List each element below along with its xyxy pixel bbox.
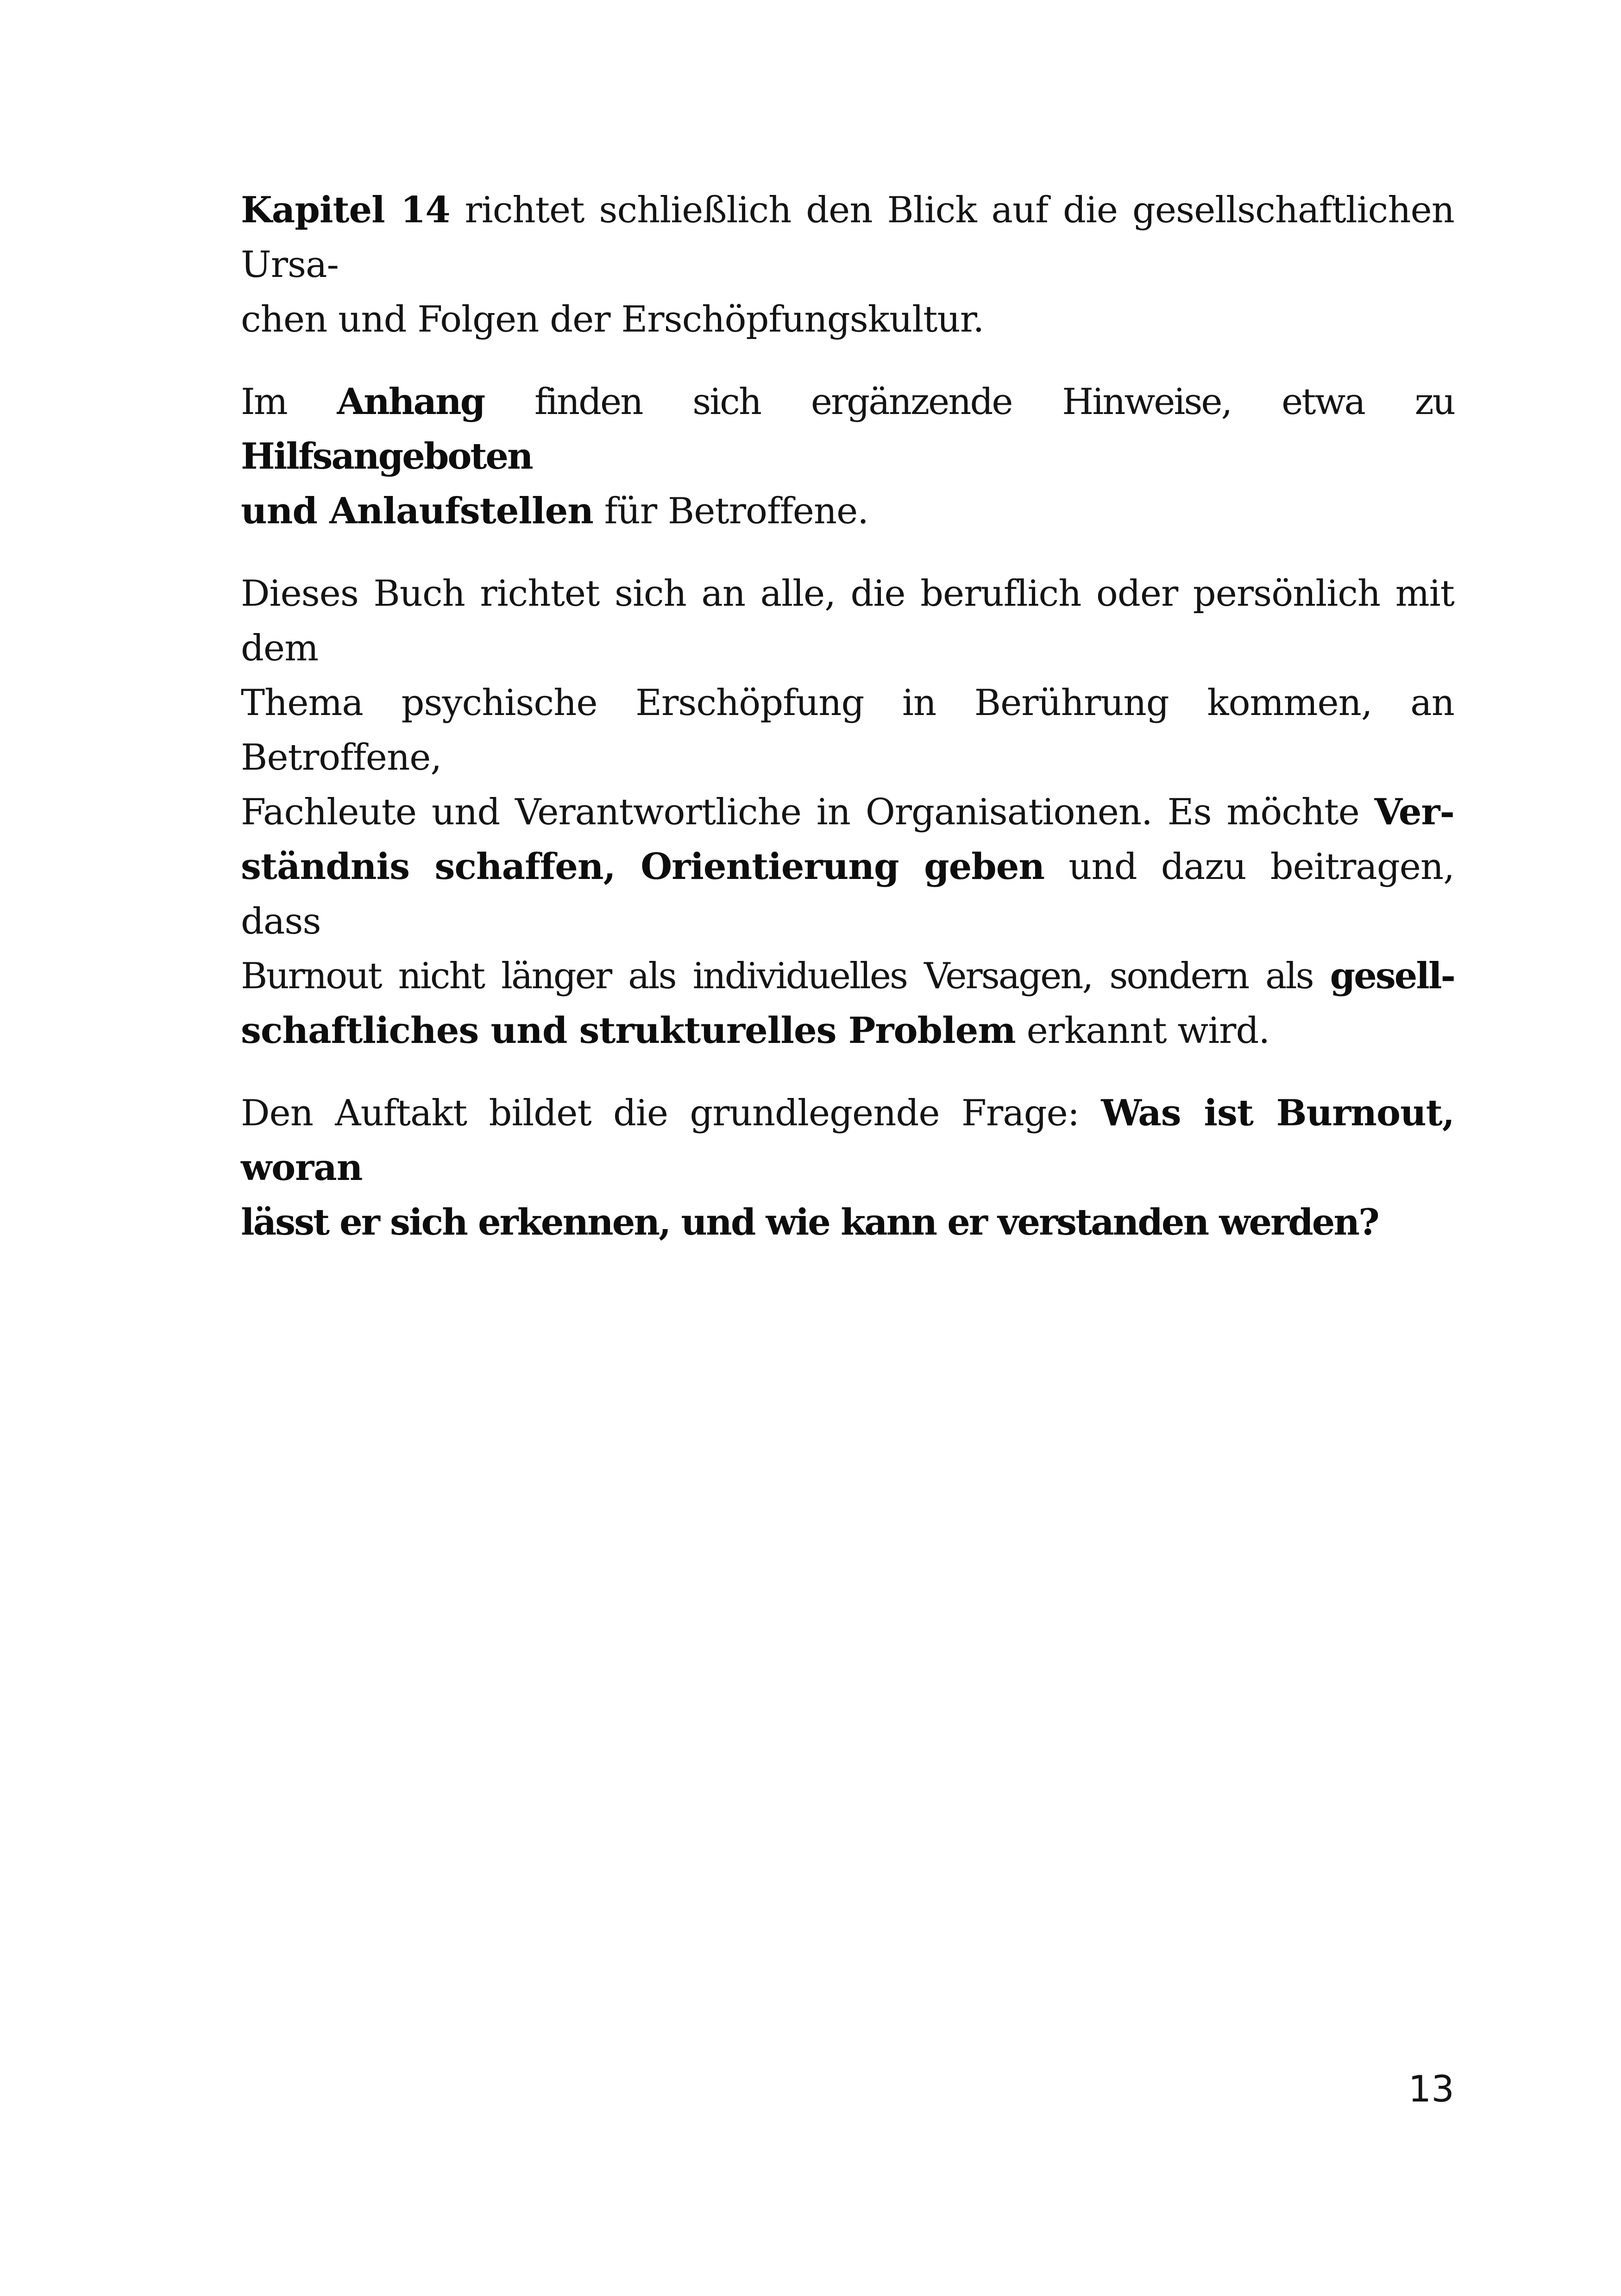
bold-phrase: und Anlaufstellen: [241, 490, 593, 532]
paragraph-kapitel-14: [241, 183, 1454, 347]
text-run: finden sich ergänzende Hinweise, etwa zu: [484, 381, 1454, 423]
text-line: [241, 676, 1454, 785]
text-run: richtet schließlich den Blick auf die gesellschaftlichen Ursa-: [241, 189, 1454, 286]
bold-phrase: gesell-: [1330, 955, 1454, 997]
bold-phrase: Anhang: [337, 381, 484, 423]
paragraph-dieses-buch: [241, 566, 1454, 1058]
text-run: Fachleute und Verantwortliche in Organisationen. Es möchte: [241, 791, 1375, 833]
text-run: Burnout nicht länger als individuelles Versagen, sondern als: [241, 955, 1330, 997]
text-line: [241, 1004, 1454, 1058]
bold-phrase: Ver-: [1374, 791, 1454, 833]
bold-phrase: Hilfsangeboten: [241, 435, 532, 477]
text-line: [241, 375, 1454, 484]
text-line: [241, 1086, 1454, 1195]
bold-phrase: Was ist Burnout, woran: [241, 1092, 1454, 1189]
paragraph-auftakt: [241, 1086, 1454, 1250]
text-run: Im: [241, 381, 337, 423]
text-run: Dieses Buch richtet sich an alle, die beruflich oder persönlich mit dem: [241, 573, 1454, 669]
bold-phrase: Kapitel 14: [241, 189, 450, 231]
text-run: für Betroffene.: [593, 490, 869, 532]
text-run: Thema psychische Erschöpfung in Berührung kommen, an Betroffene,: [241, 682, 1454, 778]
text-run: und dazu beitragen, dass: [241, 846, 1454, 942]
body-text: [241, 183, 1454, 1278]
text-line: [241, 566, 1454, 676]
text-line: [241, 785, 1454, 840]
page-number: 13: [1408, 2069, 1454, 2110]
text-run: chen und Folgen der Erschöpfungskultur.: [241, 299, 984, 340]
text-line: [241, 292, 1454, 347]
text-run: erkannt wird.: [1015, 1010, 1270, 1052]
text-run: Den Auftakt bildet die grundlegende Frage:: [241, 1092, 1101, 1134]
bold-phrase: lässt er sich erkennen, und wie kann er verstanden werden?: [241, 1201, 1378, 1243]
bold-phrase: schaftliches und strukturelles Problem: [241, 1010, 1016, 1052]
text-line: [241, 840, 1454, 949]
text-line: [241, 484, 1454, 539]
text-line: [241, 183, 1454, 292]
text-line: [241, 949, 1454, 1004]
bold-phrase: ständnis schaffen, Orientierung geben: [241, 846, 1045, 888]
paragraph-anhang: [241, 375, 1454, 539]
text-line: [241, 1195, 1454, 1250]
